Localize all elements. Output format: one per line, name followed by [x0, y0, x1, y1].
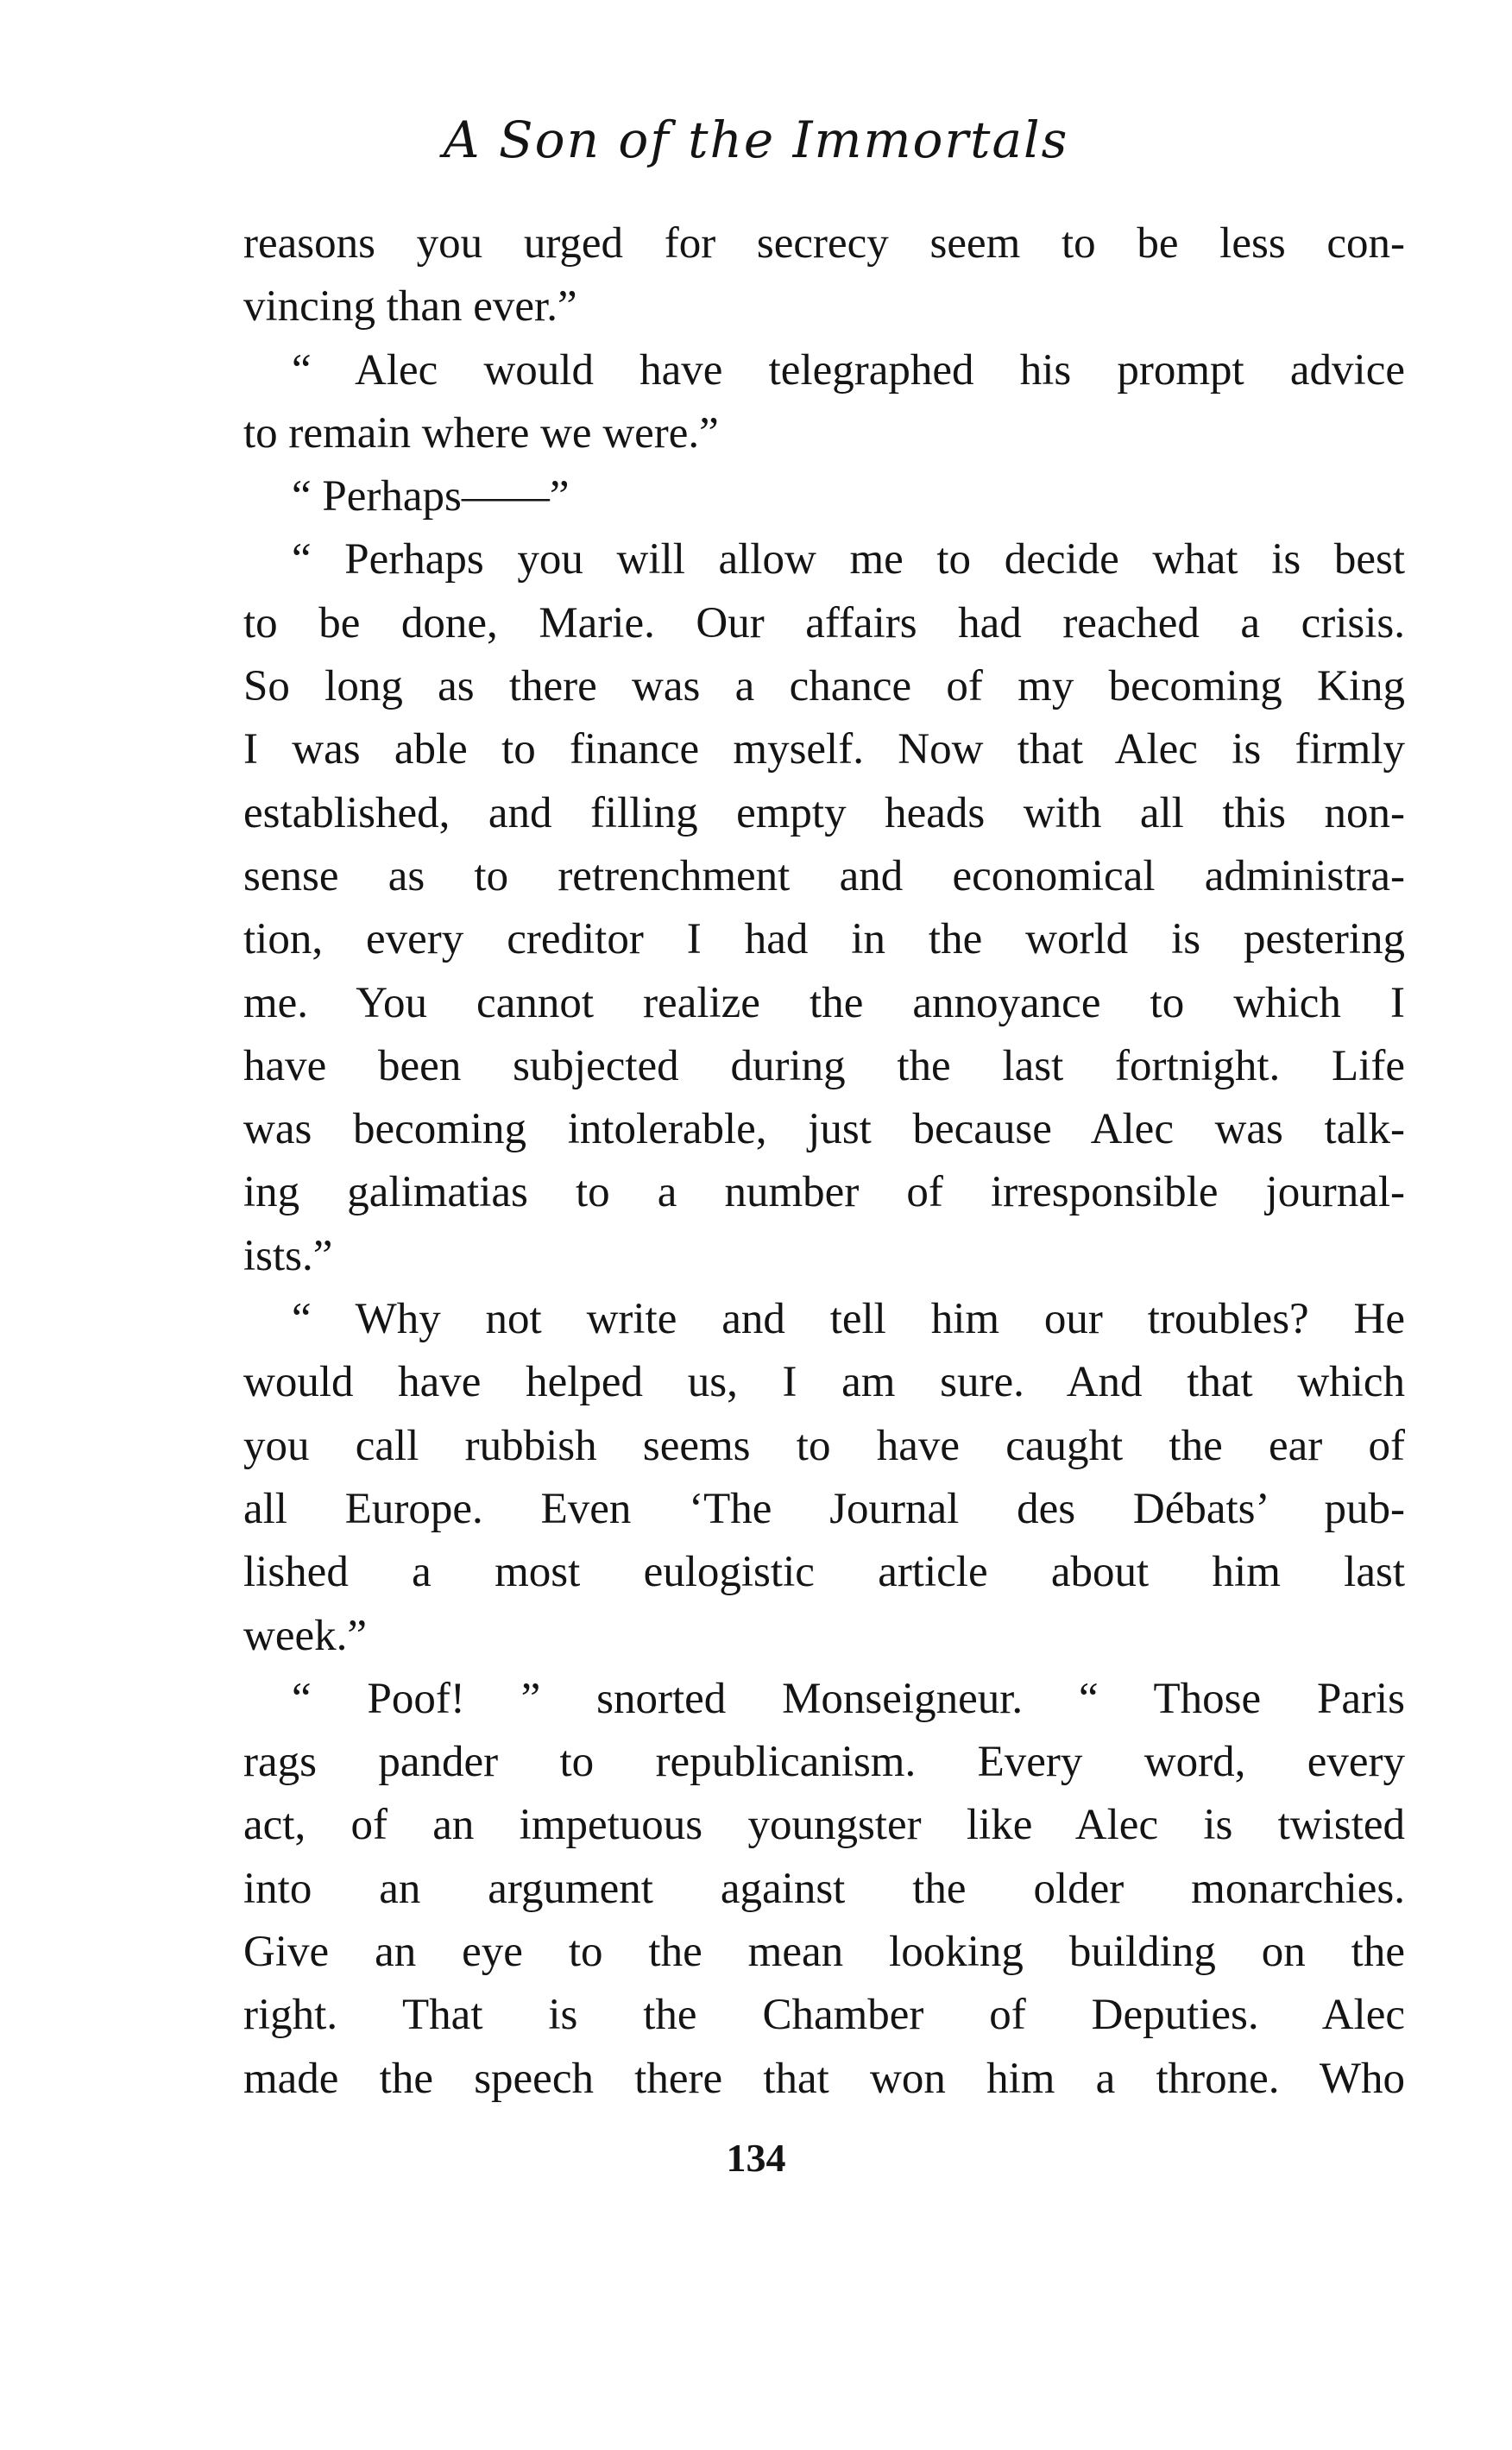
text-line: all Europe. Even ‘The Journal des Débats’ pub-	[243, 1484, 1405, 1533]
text-line: reasons you urged for secrecy seem to be less con-	[243, 219, 1405, 268]
text-line: have been subjected during the last fortnight. Life	[243, 1041, 1405, 1090]
text-line: I was able to finance myself. Now that Alec is firmly	[243, 725, 1405, 774]
text-line: ists.”	[243, 1231, 333, 1280]
text-line: tion, every creditor I had in the world is pestering	[243, 915, 1405, 964]
text-line: me. You cannot realize the annoyance to which I	[243, 978, 1405, 1027]
text-line: “ Alec would have telegraphed his prompt advice	[292, 345, 1405, 395]
text-line: “ Why not write and tell him our troubles? He	[292, 1295, 1405, 1344]
text-line: lished a most eulogistic article about him last	[243, 1548, 1405, 1597]
text-line: So long as there was a chance of my becoming King	[243, 662, 1405, 711]
text-line: vincing than ever.”	[243, 282, 577, 332]
text-line: into an argument against the older monarchies.	[243, 1864, 1405, 1913]
text-line: “ Perhaps——”	[292, 472, 570, 521]
text-line: would have helped us, I am sure. And that which	[243, 1358, 1405, 1407]
text-line: “ Poof! ” snorted Monseigneur. “ Those Paris	[292, 1674, 1405, 1723]
text-line: to be done, Marie. Our affairs had reached a crisis.	[243, 598, 1405, 647]
text-line: to remain where we were.”	[243, 408, 719, 458]
text-line: ing galimatias to a number of irresponsible journal-	[243, 1168, 1405, 1217]
text-line: rags pander to republicanism. Every word, every	[243, 1738, 1405, 1787]
text-line: week.”	[243, 1611, 367, 1660]
text-line: established, and filling empty heads with all this non-	[243, 788, 1405, 837]
text-line: made the speech there that won him a throne. Who	[243, 2054, 1405, 2103]
text-line: sense as to retrenchment and economical administra-	[243, 851, 1405, 900]
text-line: act, of an impetuous youngster like Alec is twisted	[243, 1801, 1405, 1850]
body-text	[243, 212, 1405, 2111]
text-line: was becoming intolerable, just because Alec was talk-	[243, 1105, 1405, 1154]
page-number: 134	[726, 2136, 786, 2180]
text-line: you call rubbish seems to have caught the ear of	[243, 1421, 1405, 1470]
running-head: A Son of the Immortals	[443, 111, 1069, 169]
text-line: right. That is the Chamber of Deputies. Alec	[243, 1991, 1405, 2040]
text-line: Give an eye to the mean looking building on the	[243, 1928, 1405, 1977]
text-line: “ Perhaps you will allow me to decide what is best	[292, 535, 1405, 584]
